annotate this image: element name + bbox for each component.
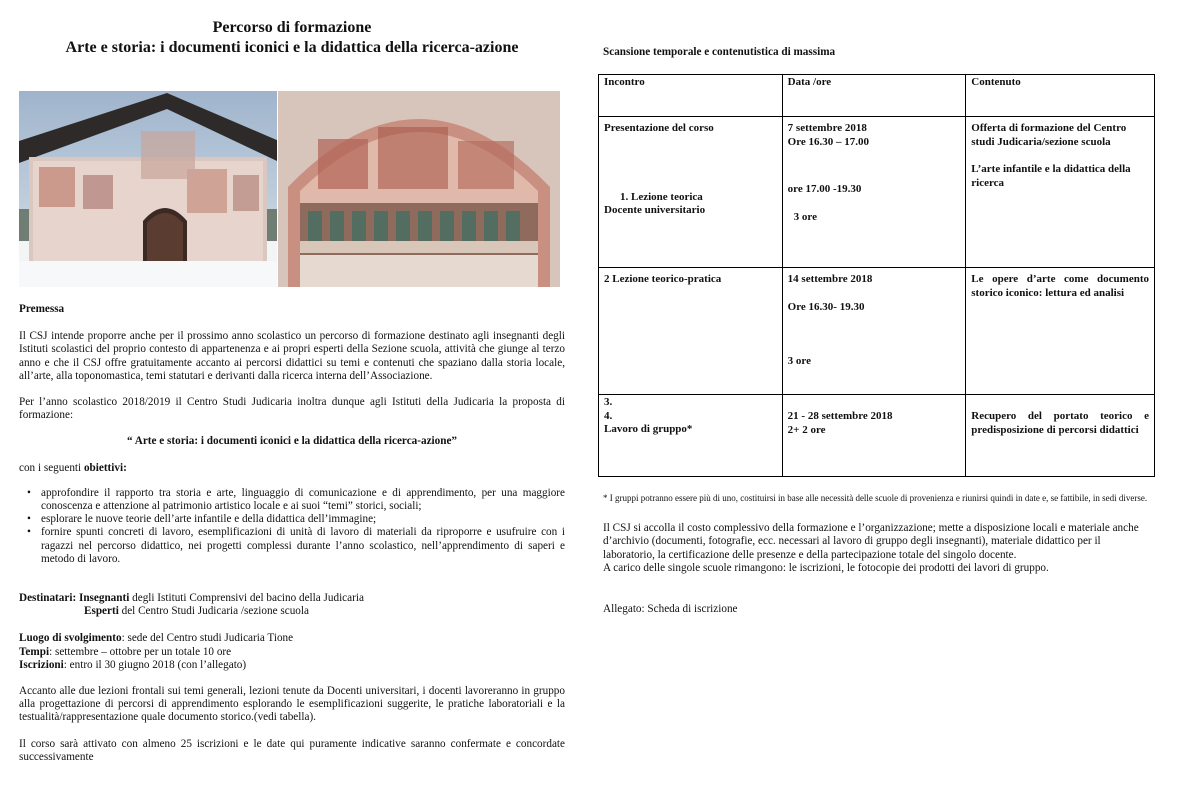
table-row (599, 395, 1155, 477)
schedule-table (598, 74, 1155, 477)
insegnanti-text: degli Istituti Comprensivi del bacino della Judicaria (129, 592, 364, 605)
row1-date: 7 settembre 2018 (787, 122, 867, 135)
methodology-paragraph: Accanto alle due lezioni frontali sui temi generali, lezioni tenute da Docenti universitari, i docenti lavoreranno in gruppo alla progettazione di percorsi di apprendimento esplorando le esemplificazioni suggerite, le pratiche laboratoriali e la testualità/rappresentazione quale documento storico.(vedi tabella). (19, 685, 565, 724)
course-title-quote: “ Arte e storia: i documenti iconici e la didattica della ricerca-azione” (126, 435, 458, 448)
costs-paragraph-1: Il CSJ si accolla il costo complessivo della formazione e l’organizzazione; mette a disposizione locali e materiale anche d’archivio (documenti, fotografie, ecc. necessari al lavoro di gruppo degli insegnanti), materiale didattico per il laboratorio, la certificazione delle presenze e della partecipazione totale del singolo docente. (603, 522, 1139, 561)
info-block (19, 632, 565, 672)
luogo-value: : sede del Centro studi Judicaria Tione (121, 632, 294, 645)
document-title (19, 18, 565, 58)
luogo-label: Luogo di svolgimento (19, 632, 122, 645)
objectives-label: obiettivi: (83, 461, 127, 474)
tempi-line (19, 646, 565, 659)
header-incontro: Incontro (599, 75, 783, 117)
premessa-paragraph-1: Il CSJ intende proporre anche per il prossimo anno scolastico un percorso di formazione destinato agli insegnanti degli Istituti scolastici del proprio contesto di appartenenza e ai propri esperti della Sezione scuola, attività che giunge al terzo anno e che il CSJ offre gratuitamente accanto ai percorsi didattici su temi e contenuti che spaziano dalla storia locale, all’arte, alla toponomastica, temi statutari e derivanti dalla ricerca interna dell’Associazione. (19, 330, 565, 382)
row1-time-1: Ore 16.30 – 17.00 (787, 135, 870, 148)
destinatari-label: Destinatari: (19, 592, 77, 605)
row3-num-4: 4. (604, 409, 613, 422)
row3-incontro (599, 395, 783, 477)
row1-content-2: L’arte infantile e la didattica della ricerca (971, 163, 1131, 189)
church-photo (19, 91, 277, 287)
esperti-text: del Centro Studi Judicaria /sezione scuola (118, 605, 309, 618)
objectives-intro-text: con i seguenti (19, 461, 84, 474)
left-column (19, 18, 565, 764)
schedule-heading: Scansione temporale e contenutistica di massima (603, 46, 836, 58)
objective-item: • fornire spunti concreti di lavoro, esemplificazioni di unità di lavoro di materiali da riproporre e usufruire con i ragazzi nel percorso didattico, nei progetti complessi durante l’anno scolastico, nell’apprendimento di saperi e metodo di lavoro. (41, 526, 565, 566)
row1-lezione: 1. Lezione teorica (620, 190, 703, 203)
row1-docente: Docente universitario (604, 204, 706, 217)
allegato-link[interactable]: Allegato: Scheda di iscrizione (603, 603, 738, 616)
fresco-photo (278, 91, 560, 287)
row3-data (782, 395, 966, 477)
row1-presentazione: Presentazione del corso (604, 122, 714, 135)
right-column (598, 46, 1155, 616)
objectives-list (19, 487, 565, 566)
row2-content: Le opere d’arte come documento storico iconico: lettura ed analisi (971, 273, 1149, 299)
table-row (599, 117, 1155, 268)
premessa-heading: Premessa (19, 303, 65, 315)
costs-block (598, 522, 1155, 575)
row3-contenuto (966, 395, 1155, 477)
destinatari-block (19, 592, 565, 618)
row3-date: 21 - 28 settembre 2018 (787, 410, 893, 423)
row1-hours: 3 ore (793, 210, 817, 223)
table-header-row (599, 75, 1155, 117)
row3-num-3: 3. (604, 396, 613, 409)
activation-paragraph: Il corso sarà attivato con almeno 25 iscrizioni e le date qui puramente indicative saranno confermate e concordate successivamente (19, 737, 565, 763)
insegnanti-label: Insegnanti (78, 592, 130, 605)
table-row (599, 268, 1155, 395)
objectives-intro (19, 462, 565, 475)
premessa-paragraph-2: Per l’anno scolastico 2018/2019 il Centro Studi Judicaria inoltra dunque agli Istituti della Judicaria la proposta di formazione: (19, 396, 565, 422)
row1-contenuto (966, 117, 1155, 268)
row3-hours: 2+ 2 ore (787, 423, 826, 436)
header-contenuto: Contenuto (966, 75, 1155, 117)
row1-content-1: Offerta di formazione del Centro studi Judicaria/sezione scuola (971, 122, 1127, 148)
row2-date: 14 settembre 2018 (787, 273, 873, 286)
header-data-ore: Data /ore (782, 75, 966, 117)
iscrizioni-value: : entro il 30 giugno 2018 (con l’allegato) (63, 658, 247, 671)
objective-item: • esplorare le nuove teorie dell’arte infantile e della didattica dell’immagine; (41, 513, 565, 526)
costs-paragraph-2: A carico delle singole scuole rimangono: le iscrizioni, le fotocopie dei prodotti dei lavori di gruppo. (603, 561, 1049, 574)
table-footnote: * I gruppi potranno essere più di uno, costituirsi in base alle necessità delle scuole di provenienza e riunirsi quindi in date e, se fattibile, in sedi diverse. (603, 493, 1148, 504)
tempi-value: : settembre – ottobre per un totale 10 ore (49, 645, 232, 658)
destinatari-line-2 (19, 605, 565, 618)
destinatari-line-1 (19, 592, 565, 605)
row1-incontro (599, 117, 783, 268)
row2-lezione: 2 Lezione teorico-pratica (604, 273, 722, 286)
title-line-2: Arte e storia: i documenti iconici e la didattica della ricerca-azione (65, 39, 519, 56)
row2-contenuto (966, 268, 1155, 395)
row3-lavoro: Lavoro di gruppo* (604, 423, 693, 436)
esperti-label: Esperti (84, 605, 119, 618)
row1-data (782, 117, 966, 268)
row3-content: Recupero del portato teorico e predisposizione di percorsi didattici (971, 410, 1149, 436)
iscrizioni-label: Iscrizioni (19, 658, 64, 671)
row1-time-2: ore 17.00 -19.30 (787, 183, 862, 196)
photo-strip (19, 91, 565, 287)
title-line-1: Percorso di formazione (212, 19, 372, 36)
row2-time: Ore 16.30- 19.30 (787, 300, 865, 313)
iscrizioni-line (19, 659, 565, 672)
objective-item: • approfondire il rapporto tra storia e arte, linguaggio di comunicazione e di apprendimento, per una maggiore conoscenza e attenzione al patrimonio artistico locale e ai suoi “temi” storici, sociali; (41, 487, 565, 513)
row2-hours: 3 ore (787, 355, 811, 368)
row2-data (782, 268, 966, 395)
luogo-line (19, 632, 565, 645)
tempi-label: Tempi (19, 645, 50, 658)
row2-incontro (599, 268, 783, 395)
